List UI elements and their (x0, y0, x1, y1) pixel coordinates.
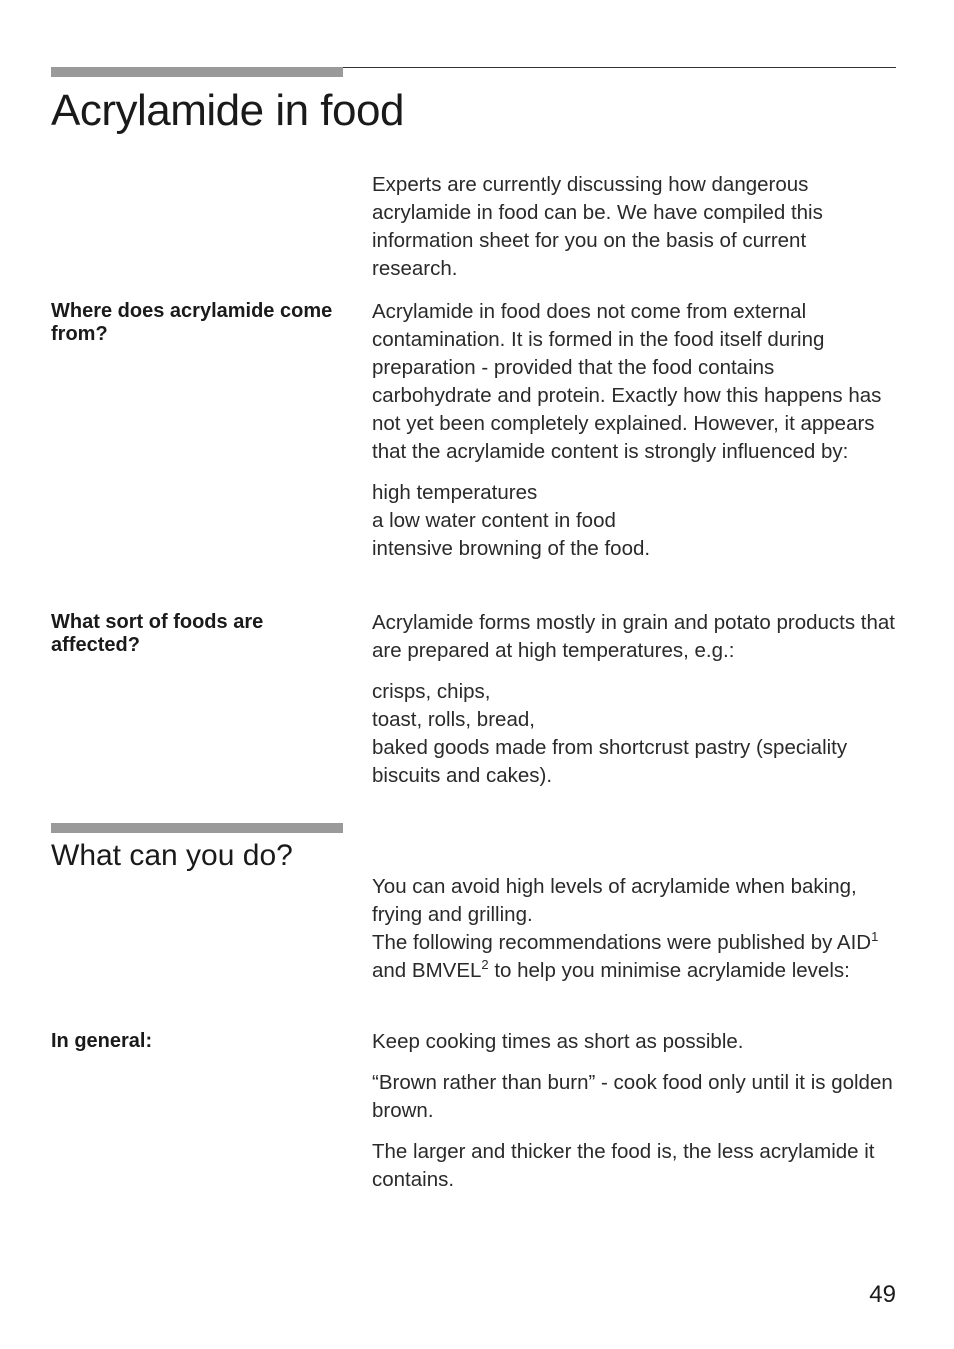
source-answer-text: Acrylamide in food does not come from external contamination. It is formed in the food itself during preparation - provided that the food contains carbohydrate and protein. Exactly how this happens has not yet been completely explained. However, it appears that the acrylamide content is strongly influenced by: (372, 300, 882, 463)
section-answer-foods (372, 609, 896, 790)
advice-line-2: The following recommendations were published by AID$^1$ and BMVEL$^2$ to help you minimise acrylamide levels: (372, 929, 879, 982)
general-tips (372, 1028, 896, 1194)
advice-paragraph (372, 873, 896, 985)
list-item: crisps, chips, (372, 680, 491, 703)
list-item: intensive browning of the food. (372, 537, 651, 560)
page-title: Acrylamide in food (51, 86, 404, 135)
list-item: a low water content in food (372, 509, 616, 532)
list-item: baked goods made from shortcrust pastry (speciality biscuits and cakes). (372, 736, 848, 787)
foods-answer-text: Acrylamide forms mostly in grain and potato products that are prepared at high temperatures, e.g.: (372, 611, 895, 662)
footnote-marker: 2 (481, 957, 489, 973)
list-item: high temperatures (372, 481, 538, 504)
page-number: 49 (869, 1281, 896, 1308)
footnote-marker: 1 (871, 929, 879, 945)
intro-paragraph: Experts are currently discussing how dangerous acrylamide in food can be. We have compiled this information sheet for you on the basis of current research. (372, 173, 823, 280)
title-accent-bar (51, 67, 343, 77)
tip-item: The larger and thicker the food is, the less acrylamide it contains. (372, 1140, 875, 1191)
section-answer-source (372, 298, 896, 563)
section-accent-bar (51, 823, 343, 833)
general-label: In general: (51, 1030, 153, 1052)
tip-item: Keep cooking times as short as possible. (372, 1030, 744, 1053)
section-question-foods: What sort of foods are affected? (51, 611, 264, 656)
section-question-source: Where does acrylamide come from? (51, 300, 333, 345)
section-heading: What can you do? (51, 839, 293, 872)
tip-item: “Brown rather than burn” - cook food only until it is golden brown. (372, 1071, 893, 1122)
list-item: toast, rolls, bread, (372, 708, 535, 731)
advice-line-1: You can avoid high levels of acrylamide when baking, frying and grilling. (372, 875, 857, 926)
